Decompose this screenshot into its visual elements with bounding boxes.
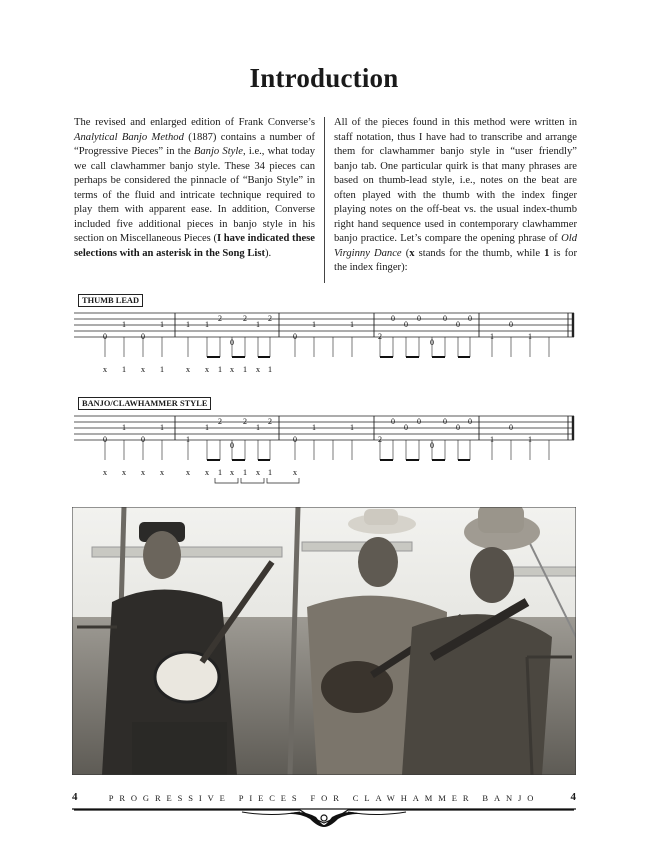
fingering-mark: x (204, 467, 210, 477)
fret-number: 0 (443, 417, 447, 426)
fingering-mark: x (140, 364, 146, 374)
right-text-3: stands for the thumb, while (414, 247, 545, 259)
left-text-1: The revised and enlarged edition of Frank Converse’s (74, 117, 315, 128)
fret-number: 1 (490, 435, 494, 444)
fret-number: 2 (378, 332, 382, 341)
fret-number: 0 (391, 314, 395, 323)
footer-ornament (72, 805, 576, 829)
fingering-mark: x (292, 467, 298, 477)
fingering-mark: 1 (217, 467, 223, 477)
page-number-right: 4 (570, 791, 576, 803)
fret-number: 0 (293, 332, 297, 341)
tab-staff-lines (74, 313, 574, 337)
fret-number: 0 (103, 332, 107, 341)
fret-number: 0 (443, 314, 447, 323)
fingering-mark: x (102, 364, 108, 374)
fret-number: 2 (243, 314, 247, 323)
fingering-mark: x (159, 467, 165, 477)
running-title: PROGRESSIVE PIECES FOR CLAWHAMMER BANJO (108, 793, 540, 803)
fingering-mark: x (121, 467, 127, 477)
right-text-2: ( (401, 247, 410, 259)
page-footer (72, 792, 576, 806)
asterisk-note: I have indicated these selections with an asterisk in the Song List (74, 233, 315, 259)
fret-number: 1 (186, 435, 190, 444)
fingering-row (103, 467, 298, 477)
intro-right-column (334, 116, 577, 276)
book-title: Analytical Banjo Method (74, 131, 184, 143)
tab-staff-lines (74, 416, 574, 440)
fret-number: 1 (160, 320, 164, 329)
fret-number: 0 (468, 417, 472, 426)
fingering-mark: 1 (242, 467, 248, 477)
fret-number: 2 (218, 314, 222, 323)
tune-title: Old Virginny Dance (334, 233, 577, 259)
fret-number: 0 (417, 417, 421, 426)
fingering-mark: x (185, 467, 191, 477)
fret-number: 1 (528, 332, 532, 341)
left-text-3: , i.e., what today we call clawhammer banjo style. These 34 pieces can perhaps be considered the pinnacle of “Banjo Style” in terms of the fluid and intricate technique required to play them with apparent ease. In addition, Converse included five additional pieces in banjo style in his section on Miscellaneous Pieces ( (74, 146, 315, 245)
fret-number: 0 (456, 320, 460, 329)
column-divider (324, 117, 325, 283)
index-symbol: 1 (544, 247, 550, 259)
fingering-mark: x (255, 467, 261, 477)
fingering-mark: x (229, 467, 235, 477)
fret-number: 2 (378, 435, 382, 444)
fret-number: 2 (268, 417, 272, 426)
fret-number: 1 (528, 435, 532, 444)
thumb-lead-tab (74, 302, 578, 382)
fret-number: 1 (160, 423, 164, 432)
clawhammer-style-tab (74, 405, 578, 489)
banjo-style-term: Banjo Style (193, 146, 244, 158)
intro-left-column (74, 116, 315, 261)
fret-number: 0 (430, 441, 434, 450)
thumb-symbol: x (409, 247, 415, 259)
fingering-mark: x (140, 467, 146, 477)
fret-number: 1 (312, 423, 316, 432)
page-number-left: 4 (72, 791, 78, 803)
fingering-row (103, 364, 272, 374)
fret-number: 2 (218, 417, 222, 426)
fingering-mark: 1 (121, 364, 127, 374)
fret-number: 0 (456, 423, 460, 432)
fret-number: 1 (350, 320, 354, 329)
fret-number: 0 (417, 314, 421, 323)
pairing-brackets (215, 478, 299, 483)
left-text-2: (1887) contains a number of “Progressive Pieces” in the (74, 131, 315, 158)
fingering-mark: x (255, 364, 261, 374)
right-text-1: All of the pieces found in this method were written in staff notation, thus I have had to transcribe and arrange them for clawhammer banjo style in “user friendly” banjo tab. One particular quirk is that many phrases are based on thumb-lead style, i.e., notes on the beat are often played with the thumb with the index finger playing notes on the off-beat vs. the usual index-thumb right hand sequence used in contemporary clawhammer banjo practice. Let’s compare the opening phrase of (334, 117, 577, 245)
left-text-4: ). (265, 247, 272, 259)
right-text-4: is for the index finger): (334, 247, 577, 274)
fingering-mark: x (229, 364, 235, 374)
fret-number: 0 (468, 314, 472, 323)
fingering-mark: 1 (217, 364, 223, 374)
fret-number: 1 (205, 423, 209, 432)
fingering-mark: 1 (267, 467, 273, 477)
note-stems (105, 440, 549, 460)
fret-number: 0 (404, 320, 408, 329)
fret-number: 1 (122, 320, 126, 329)
fingering-mark: 1 (242, 364, 248, 374)
page-title: Introduction (249, 63, 399, 93)
fret-number: 1 (205, 320, 209, 329)
fingering-mark: x (204, 364, 210, 374)
thumb-lead-label: THUMB LEAD (78, 294, 143, 307)
fret-number: 0 (404, 423, 408, 432)
fret-number: 0 (509, 320, 513, 329)
fingering-mark: 1 (159, 364, 165, 374)
fret-number: 0 (103, 435, 107, 444)
fret-number: 0 (230, 441, 234, 450)
fret-number: 1 (256, 320, 260, 329)
fret-number: 1 (256, 423, 260, 432)
fret-number: 1 (490, 332, 494, 341)
fret-number: 0 (230, 338, 234, 347)
note-stems (105, 337, 549, 357)
fret-number: 1 (186, 320, 190, 329)
fingering-mark: x (102, 467, 108, 477)
fret-number: 1 (350, 423, 354, 432)
fret-number: 0 (293, 435, 297, 444)
clawhammer-style-label: BANJO/CLAWHAMMER STYLE (78, 397, 211, 410)
fret-number: 1 (122, 423, 126, 432)
fret-number: 0 (391, 417, 395, 426)
fret-number: 0 (430, 338, 434, 347)
fret-number: 2 (243, 417, 247, 426)
fingering-mark: 1 (267, 364, 273, 374)
fret-number: 2 (268, 314, 272, 323)
fret-number: 0 (141, 435, 145, 444)
fret-number: 0 (509, 423, 513, 432)
fingering-mark: x (185, 364, 191, 374)
musicians-photograph (72, 507, 576, 775)
fret-number: 0 (141, 332, 145, 341)
fret-number: 1 (312, 320, 316, 329)
